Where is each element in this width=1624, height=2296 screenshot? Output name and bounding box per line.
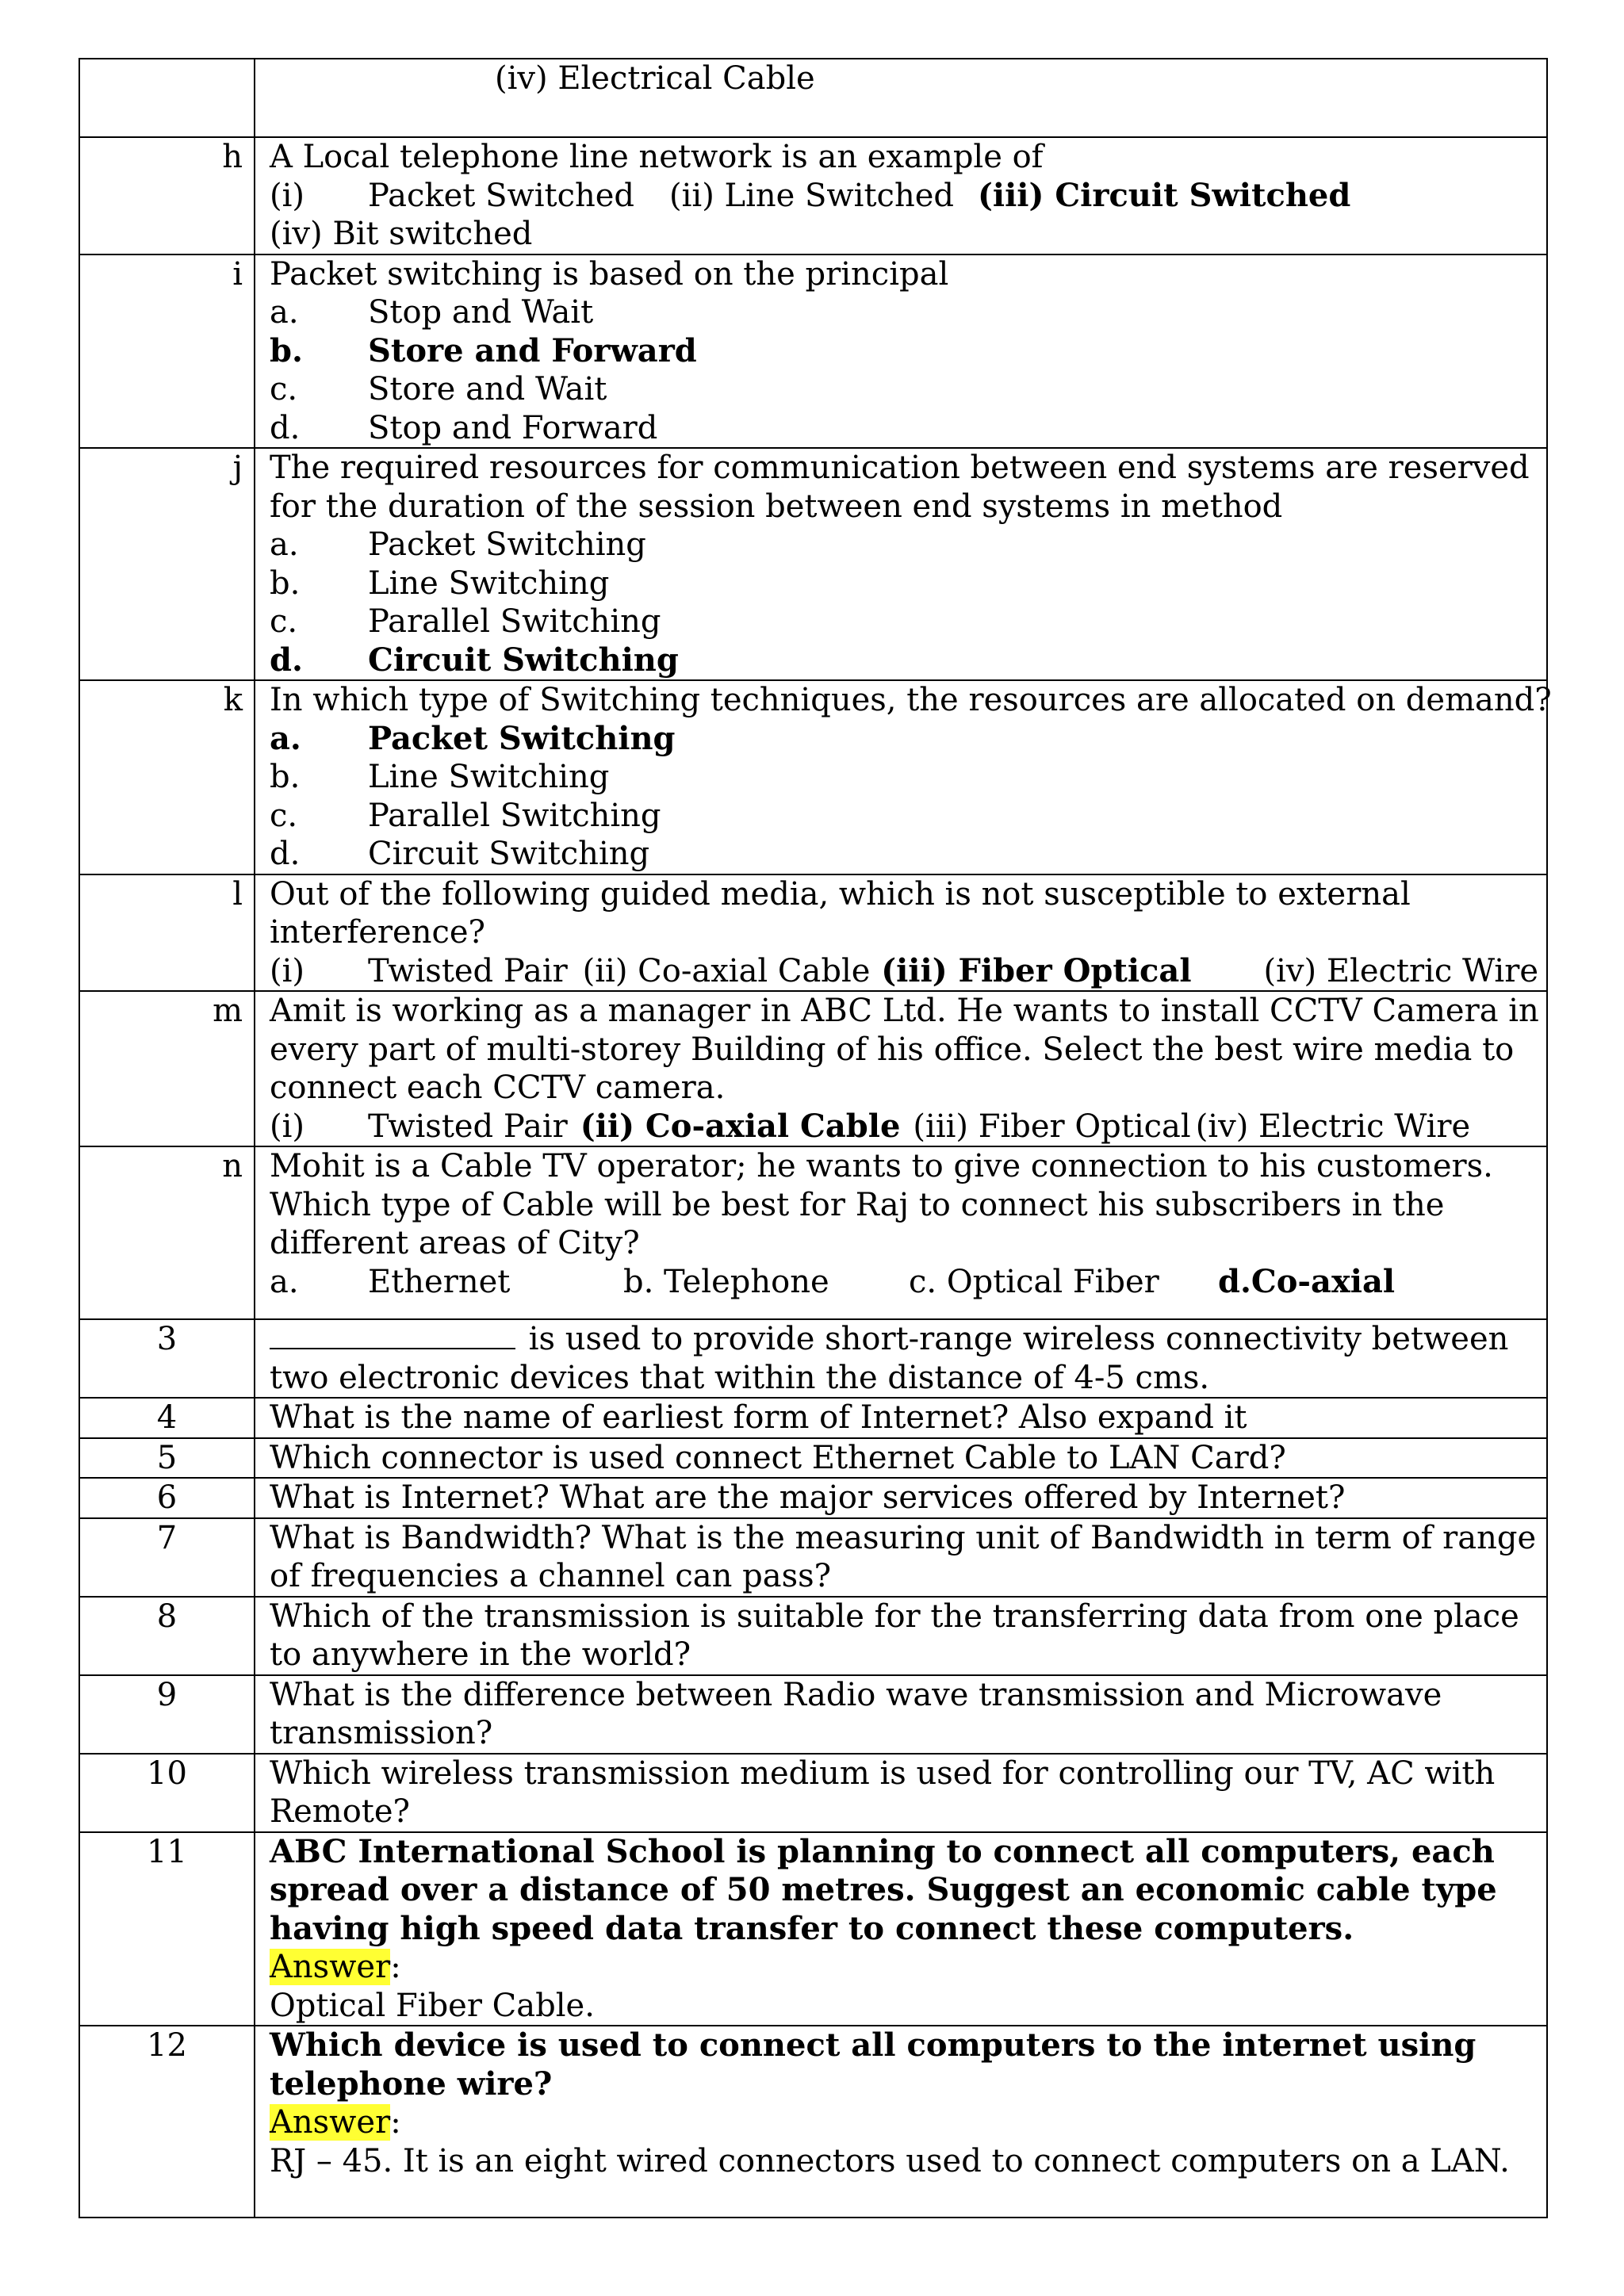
option-text: c. Optical Fiber (909, 1263, 1159, 1300)
table-row (79, 874, 1547, 992)
question-text: ABC International School is planning to connect all computers, each (270, 1832, 1495, 1870)
question-cell (255, 1146, 1547, 1319)
option-text: Ethernet (368, 1263, 511, 1300)
question-text: A Local telephone line network is an example of (270, 139, 1044, 175)
option-row (270, 526, 1538, 564)
question-text (270, 1320, 1538, 1359)
blank-line (270, 1322, 515, 1349)
answer-label: Answer (270, 1949, 391, 1985)
question-text: spread over a distance of 50 metres. Suggest an economic cable type (270, 1871, 1497, 1908)
option-text: Packet Switching (368, 526, 646, 563)
table-row (79, 254, 1547, 449)
answer-label-line (270, 2103, 1538, 2142)
question-text: connect each CCTV camera. (270, 1070, 726, 1106)
option-row (270, 720, 1538, 759)
question-text: Which type of Cable will be best for Raj to connect his subscribers in the (270, 1186, 1445, 1223)
question-text: having high speed data transfer to connect these computers. (270, 1909, 1354, 1947)
question-text: What is Internet? What are the major services offered by Internet? (270, 1479, 1346, 1516)
option-text: Stop and Wait (368, 294, 594, 331)
option-key: (i) (270, 1108, 305, 1145)
question-text: of frequencies a channel can pass? (270, 1558, 832, 1594)
question-text: Out of the following guided media, which is not susceptible to external (270, 875, 1411, 913)
question-cell (255, 1832, 1547, 2026)
option-row (270, 293, 1538, 332)
question-number: i (79, 254, 255, 449)
question-number: m (79, 991, 255, 1146)
option-text: Parallel Switching (368, 797, 661, 834)
question-text: to anywhere in the world? (270, 1636, 691, 1673)
question-number: 7 (79, 1518, 255, 1597)
table-row (79, 1675, 1547, 1754)
question-number: 10 (79, 1754, 255, 1832)
option-key: b. (270, 759, 301, 795)
table-row (79, 1832, 1547, 2026)
option-text: (iv) Electric Wire (1263, 952, 1538, 989)
option-row (270, 1108, 1538, 1146)
question-number: 12 (79, 2026, 255, 2218)
table-row (79, 1146, 1547, 1319)
option-key: a. (270, 1263, 299, 1300)
question-number: j (79, 448, 255, 680)
answer-colon: : (390, 2104, 401, 2141)
question-cell (255, 1319, 1547, 1398)
question-text: interference? (270, 914, 485, 951)
question-cell (255, 2026, 1547, 2218)
option-key: b. (270, 564, 301, 602)
option-key: a. (270, 294, 299, 331)
option-text: Parallel Switching (368, 603, 661, 640)
question-text: Packet switching is based on the principal (270, 255, 949, 293)
table-row (79, 2026, 1547, 2218)
option-text: Store and Wait (368, 371, 607, 408)
option-key: c. (270, 797, 298, 834)
option-text: (ii) Line Switched (669, 177, 954, 214)
table-row (79, 1398, 1547, 1438)
question-text: Which connector is used connect Ethernet Cable to LAN Card? (270, 1439, 1286, 1476)
option-text: (iv) Electrical Cable (495, 60, 815, 97)
table-row (79, 137, 1547, 254)
option-row (270, 758, 1538, 797)
question-number (79, 59, 255, 137)
question-cell (255, 1438, 1547, 1479)
table-row (79, 448, 1547, 680)
option-text: (iv) Bit switched (270, 216, 533, 252)
option-key: a. (270, 719, 301, 757)
question-text: every part of multi-storey Building of his office. Select the best wire media to (270, 1031, 1515, 1068)
question-number: n (79, 1146, 255, 1319)
table-row (79, 1478, 1547, 1518)
option-row (270, 409, 1538, 448)
option-key: d. (1218, 1262, 1251, 1300)
option-row (270, 177, 1538, 216)
option-text: b. Telephone (623, 1263, 829, 1300)
question-number: k (79, 680, 255, 874)
question-cell (255, 1478, 1547, 1518)
table-row (79, 1319, 1547, 1398)
option-key: d. (270, 409, 301, 446)
option-row (270, 641, 1538, 680)
correct-option: (iii) Circuit Switched (977, 176, 1351, 214)
question-text: What is Bandwidth? What is the measuring unit of Bandwidth in term of range (270, 1519, 1537, 1556)
table-row (79, 991, 1547, 1146)
option-text: Line Switching (368, 759, 610, 795)
question-cell (255, 991, 1547, 1146)
question-cell (255, 59, 1547, 137)
table-row (79, 1597, 1547, 1675)
option-key: c. (270, 371, 298, 408)
correct-option: Co-axial (1251, 1262, 1396, 1300)
question-number: 9 (79, 1675, 255, 1754)
question-text: telephone wire? (270, 2064, 553, 2103)
question-number: 6 (79, 1478, 255, 1518)
question-number: l (79, 874, 255, 992)
option-text: (ii) Co-axial Cable (582, 952, 871, 989)
table-row (79, 1518, 1547, 1597)
question-number: 3 (79, 1319, 255, 1398)
question-text: Which wireless transmission medium is used for controlling our TV, AC with (270, 1755, 1496, 1792)
correct-option: Circuit Switching (368, 641, 679, 679)
worksheet-page (79, 58, 1552, 2218)
answer-text: Optical Fiber Cable. (270, 1987, 595, 2024)
question-text: Remote? (270, 1793, 410, 1830)
option-key: d. (270, 836, 301, 872)
option-key: c. (270, 603, 298, 640)
question-cell (255, 448, 1547, 680)
option-text: Packet Switched (368, 177, 635, 214)
question-cell (255, 137, 1547, 254)
question-text: What is the name of earliest form of Internet? Also expand it (270, 1399, 1247, 1436)
question-text: Mohit is a Cable TV operator; he wants to give connection to his customers. (270, 1148, 1493, 1184)
question-number: 11 (79, 1832, 255, 2026)
question-text: What is the difference between Radio wave transmission and Microwave (270, 1676, 1442, 1713)
correct-option: Packet Switching (368, 719, 676, 757)
option-key: b. (270, 331, 303, 369)
option-key: (i) (270, 177, 305, 214)
question-cell (255, 254, 1547, 449)
option-row (270, 603, 1538, 641)
question-number: h (79, 137, 255, 254)
option-row (270, 797, 1538, 836)
option-row (270, 370, 1538, 409)
answer-label: Answer (270, 2104, 391, 2141)
question-text: two electronic devices that within the distance of 4-5 cms. (270, 1359, 1210, 1396)
correct-option: Store and Forward (368, 331, 697, 369)
question-cell (255, 1398, 1547, 1438)
option-text: (iv) Electric Wire (1195, 1108, 1471, 1145)
table-row (79, 680, 1547, 874)
correct-option: (ii) Co-axial Cable (580, 1107, 901, 1145)
question-text: different areas of City? (270, 1225, 640, 1261)
option-row (270, 1263, 1538, 1302)
correct-option: (iii) Fiber Optical (881, 951, 1192, 989)
question-text: for the duration of the session between end systems in method (270, 488, 1283, 525)
question-text-part: is used to provide short-range wireless connectivity between (519, 1321, 1509, 1357)
option-text: Line Switching (368, 564, 610, 602)
option-row (270, 564, 1538, 603)
question-number: 4 (79, 1398, 255, 1438)
question-cell (255, 1675, 1547, 1754)
question-cell (255, 1597, 1547, 1675)
question-cell (255, 1754, 1547, 1832)
option-text: Twisted Pair (368, 1108, 568, 1145)
question-number: 5 (79, 1438, 255, 1479)
question-cell (255, 680, 1552, 874)
question-text: transmission? (270, 1715, 493, 1751)
question-cell (255, 1518, 1547, 1597)
option-key: d. (270, 641, 303, 679)
table-row (79, 59, 1547, 137)
question-table (79, 58, 1552, 2218)
table-row (79, 1754, 1547, 1832)
question-text: The required resources for communication between end systems are reserved (270, 450, 1530, 486)
question-text: Which of the transmission is suitable for the transferring data from one place (270, 1598, 1519, 1635)
question-number: 8 (79, 1597, 255, 1675)
question-text: Which device is used to connect all computers to the internet using (270, 2026, 1477, 2064)
question-text: Amit is working as a manager in ABC Ltd. He wants to install CCTV Camera in (270, 993, 1539, 1029)
option-row (270, 952, 1538, 991)
option-text: Circuit Switching (368, 836, 650, 872)
option-row (270, 835, 1538, 874)
question-text: In which type of Switching techniques, the resources are allocated on demand? (270, 682, 1552, 718)
question-cell (255, 874, 1547, 992)
option-text: (iii) Fiber Optical (913, 1108, 1191, 1145)
option-text: Stop and Forward (368, 409, 658, 446)
answer-label-line (270, 1948, 1538, 1987)
option-key: a. (270, 526, 299, 563)
option-key: (i) (270, 952, 305, 989)
answer-text: RJ – 45. It is an eight wired connectors used to connect computers on a LAN. (270, 2142, 1510, 2179)
answer-colon: : (390, 1949, 401, 1985)
option-row (270, 332, 1538, 371)
option-text: Twisted Pair (368, 952, 568, 989)
table-row (79, 1438, 1547, 1479)
